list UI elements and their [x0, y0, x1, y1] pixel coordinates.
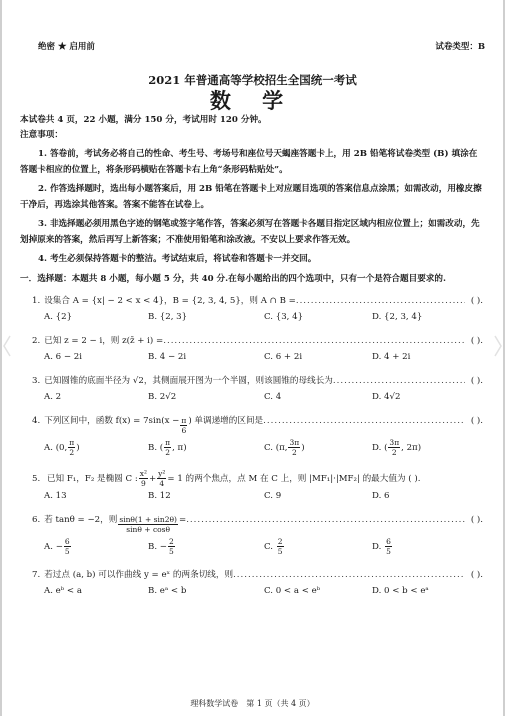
option-b: B. 2√2 — [148, 392, 177, 402]
notice-item: 4. 考生必须保持答题卡的整洁。考试结束后，将试卷和答题卡一并交回。 — [38, 254, 317, 264]
option-b: B. eᵃ < b — [148, 586, 187, 596]
question-stem: 已知 F₁，F₂ 是椭圆 C : — [46, 474, 138, 484]
option-b: B. 12 — [148, 491, 171, 501]
question-stem-cont: = — [178, 515, 187, 525]
answer-blank: ( ). — [470, 296, 483, 306]
scan-edge-left — [0, 0, 2, 716]
question-number: 2. — [32, 336, 41, 346]
previous-page-arrow-icon[interactable] — [2, 335, 12, 357]
option-a: A. 2 — [44, 392, 62, 402]
notice-item: 1. 答卷前，考试务必将自己的性命、考生号、考场号和座位号天蝎座答题卡上，用 2B 铅笔将试卷类型 (B) 填涂在答题卡相应的位置上，将条形码横贴在答题卡右上角“条形码粘贴处”。 — [20, 149, 478, 175]
option-c: C. {3, 4} — [264, 312, 304, 322]
option-d: D. 6 — [372, 491, 390, 501]
option-c: C. (π, $\frac{3\pi}{2}$ ) — [264, 438, 305, 457]
option-d: D. ( $\frac{3\pi}{2}$ , 2π) — [372, 438, 422, 457]
question-number: 1. — [32, 296, 41, 306]
question-number: 3. — [32, 376, 41, 386]
option-b: B. 4 − 2i — [148, 352, 187, 362]
question-3 — [20, 374, 485, 407]
answer-blank: ( ). — [470, 515, 483, 525]
paper-type-label: 试卷类型：B — [435, 42, 485, 52]
question-stem: 下列区间中，函数 f(x) = 7sin(x − — [44, 416, 180, 426]
option-c: C. 4 — [264, 392, 282, 402]
question-7 — [20, 568, 485, 601]
notice-item: 3. 非选择题必须用黑色字迹的钢笔或签字笔作答，答案必须写在答题卡各题目指定区域内相应位置上；如需改动，先划掉原来的答案，然后再写上新答案；不准使用铅笔和涂改液。不安以上要求作答无效。 — [20, 219, 480, 245]
question-stem: 已知圆锥的底面半径为 √2，其侧面展开图为一个半圆，则该圆锥的母线长为 — [44, 376, 333, 386]
question-6 — [20, 513, 485, 561]
question-number: 4. — [32, 416, 41, 426]
question-stem-cont: ) 单调递增的区间是 — [188, 416, 264, 426]
exam-title: 2021 年普通高等学校招生全国统一考试 — [148, 73, 357, 87]
leader-dots — [263, 414, 465, 429]
answer-blank: ( ). — [470, 570, 483, 580]
question-number: 5. — [32, 474, 41, 484]
fraction: $\frac{\sin\theta(1 + \sin 2\theta)}{\sin\theta + \cos\theta}$ — [119, 515, 177, 534]
next-page-arrow-icon[interactable] — [493, 335, 503, 357]
question-5: 5. 已知 F₁，F₂ 是椭圆 C : $\frac{\text{x²}}{9}$ + $\frac{\text{y²}}{4}$ = 1 的两个焦点，点 M 在 C 上，则 |MF₁|·|MF₂| 的最大值为 ( ). A. 13 B. 12 C. 9 D. 6 — [32, 469, 421, 501]
question-number: 6. — [32, 515, 41, 525]
exam-intro: 本试卷共 4 页，22 小题，满分 150 分，考试用时 120 分钟。 — [20, 115, 267, 125]
question-number: 7. — [32, 570, 41, 580]
exam-page — [20, 40, 485, 601]
subject-title: 数 学 — [209, 88, 296, 113]
option-a: A. − $\frac{6}{5}$ — [44, 537, 70, 556]
section-heading: 一．选择题：本题共 8 小题，每小题 5 分，共 40 分.在每小题给出的四个选项中，只有一个是符合题目要求的. — [20, 273, 446, 284]
question-2 — [20, 334, 485, 367]
option-c: C. $\frac{2}{5}$ — [264, 537, 283, 556]
leader-dots — [296, 294, 465, 309]
option-a: A. eᵇ < a — [44, 586, 82, 596]
option-d: D. 0 < b < eᵃ — [372, 586, 429, 596]
leader-dots — [186, 513, 465, 528]
question-stem: 设集合 A = {x| − 2 < x < 4}，B = {2, 3, 4, 5}，则 A ∩ B = — [44, 296, 296, 306]
option-a: A. 13 — [44, 491, 67, 501]
leader-dots — [163, 334, 465, 349]
option-c: C. 9 — [264, 491, 282, 501]
question-stem: 已知 z = 2 − i，则 z(z̄ + i) = — [44, 336, 164, 346]
leader-dots — [233, 568, 465, 583]
page-header — [20, 40, 485, 54]
option-a: A. (0, $\frac{\pi}{2}$ ) — [44, 438, 80, 457]
option-b: B. − $\frac{2}{5}$ — [148, 537, 174, 556]
option-a: A. 6 − 2i — [44, 352, 83, 362]
notice-heading: 注意事项： — [20, 130, 63, 140]
confidential-label: 绝密 ★ 启用前 — [38, 42, 95, 52]
answer-blank: ( ). — [470, 416, 483, 426]
fraction: $\frac{\text{x²}}{9}$ — [139, 469, 147, 488]
fraction: $\frac{\text{y²}}{4}$ — [158, 469, 166, 488]
option-d: D. 4√2 — [372, 392, 401, 402]
notice-item: 2. 作答选择题时，选出每小题答案后，用 2B 铅笔在答题卡上对应题目选项的答案信息点涂黑；如需改动，用橡皮擦干净后，再选涂其他答案。答案不能答在试卷上。 — [20, 184, 482, 210]
page-footer: 理科数学试卷 第 1 页（共 4 页） — [190, 699, 315, 708]
question-stem-cont: = 1 的两个焦点，点 M 在 C 上，则 |MF₁|·|MF₂| 的最大值为 ( ). — [167, 474, 421, 484]
option-b: B. {2, 3} — [148, 312, 188, 322]
option-b: B. ( $\frac{\pi}{2}$ , π) — [148, 438, 187, 457]
fraction: $\frac{\pi}{6}$ — [181, 416, 187, 435]
question-1 — [20, 294, 485, 327]
question-4 — [20, 414, 485, 462]
question-stem: 若 tanθ = −2，则 — [44, 515, 118, 525]
option-c: C. 6 + 2i — [264, 352, 303, 362]
answer-blank: ( ). — [470, 336, 483, 346]
answer-blank: ( ). — [470, 376, 483, 386]
option-a: A. {2} — [44, 312, 73, 322]
option-d: D. {2, 3, 4} — [372, 312, 423, 322]
option-d: D. 4 + 2i — [372, 352, 411, 362]
leader-dots — [333, 374, 465, 389]
question-stem: 若过点 (a, b) 可以作曲线 y = eˣ 的两条切线，则 — [44, 570, 234, 580]
option-c: C. 0 < a < eᵇ — [264, 586, 321, 596]
option-d: D. $\frac{6}{5}$ — [372, 537, 391, 556]
